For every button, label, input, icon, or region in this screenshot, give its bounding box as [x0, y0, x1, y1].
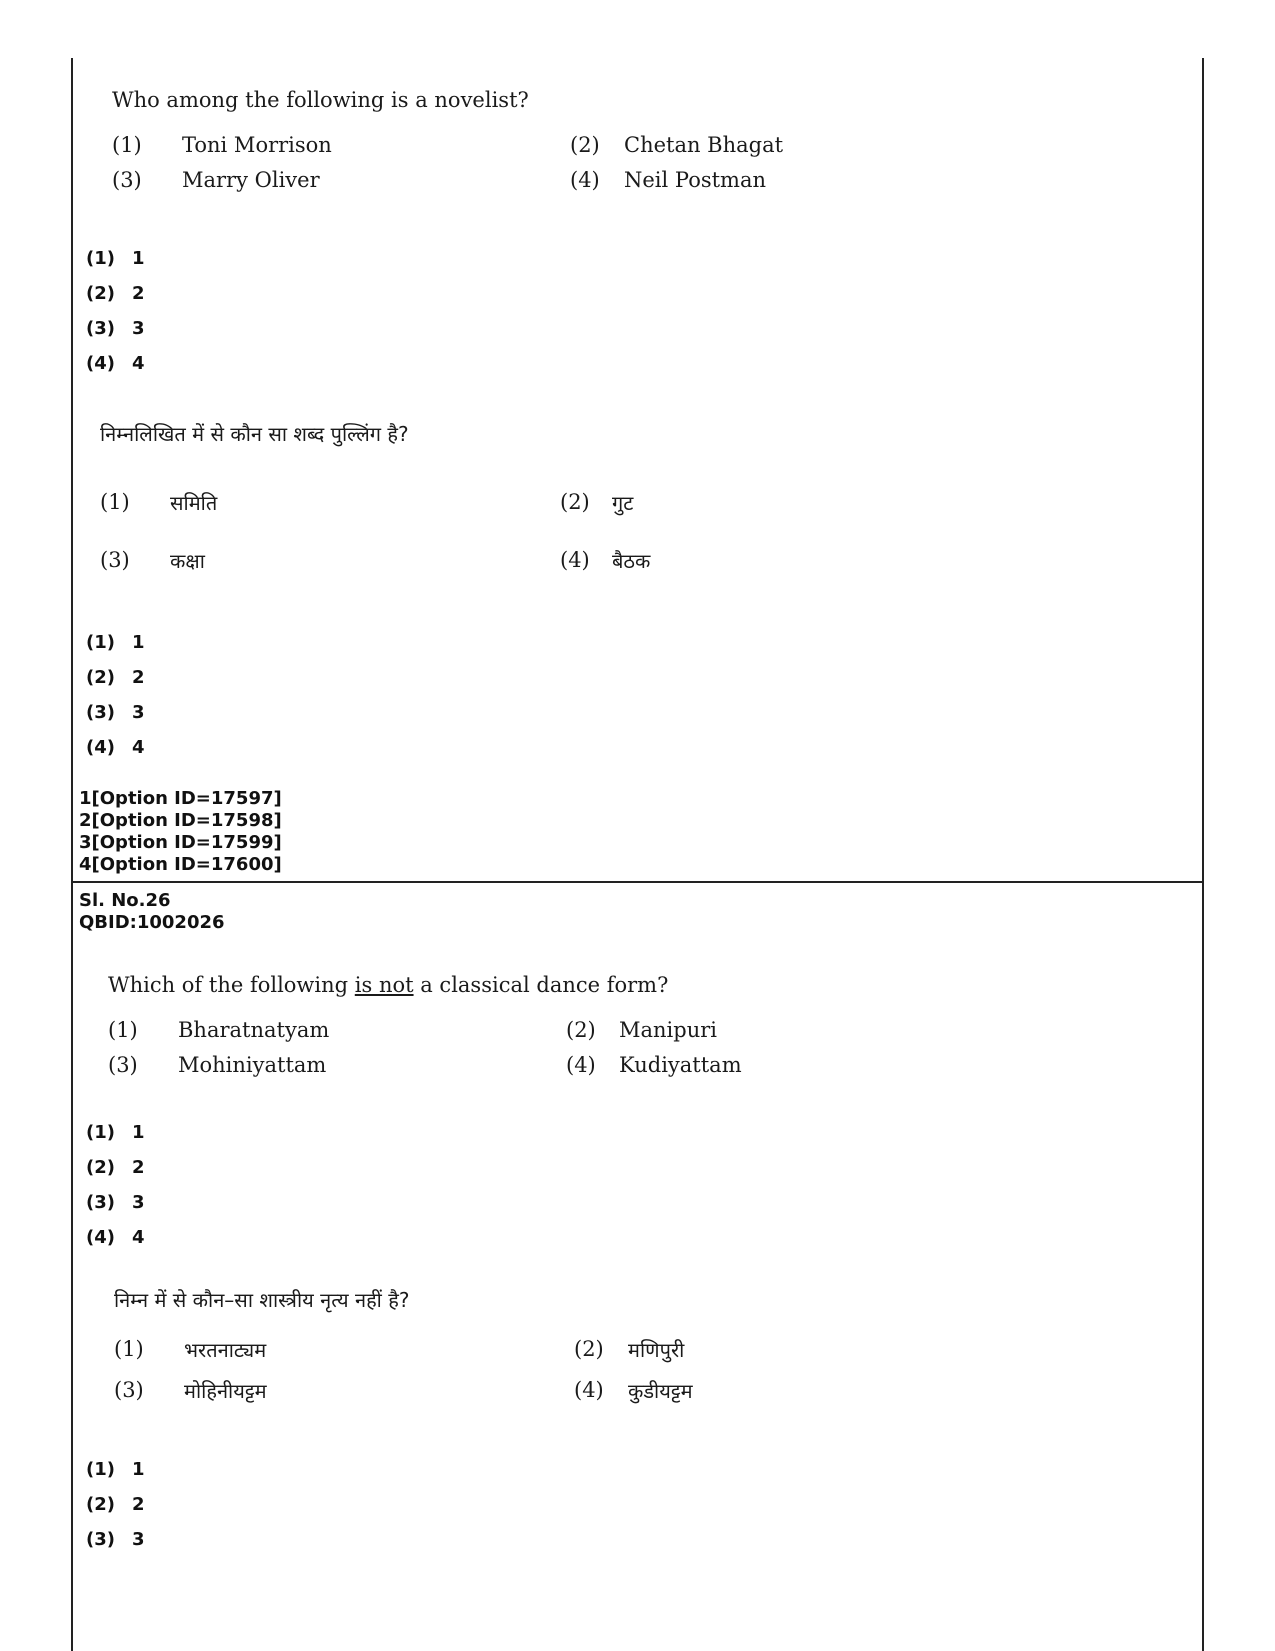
option-text: कक्षा — [170, 549, 205, 573]
answer-choice[interactable]: (3) 3 — [86, 702, 145, 723]
option-num: (1) — [112, 133, 142, 157]
option-text: Neil Postman — [624, 168, 767, 192]
option-id: 4[Option ID=17600] — [79, 854, 282, 875]
option-num: (2) — [560, 490, 590, 514]
serial-number: Sl. No.26 — [79, 890, 171, 911]
option-num: (2) — [574, 1337, 604, 1361]
option-num: (3) — [112, 168, 142, 192]
answer-choice[interactable]: (3) 3 — [86, 318, 145, 339]
answer-choice[interactable]: (4) 4 — [86, 737, 145, 758]
option-num: (3) — [100, 548, 130, 572]
answer-choice[interactable]: (2) 2 — [86, 1494, 145, 1515]
option-id: 2[Option ID=17598] — [79, 810, 282, 831]
answer-choice[interactable]: (1) 1 — [86, 248, 145, 269]
option-text: कुडीयट्टम — [628, 1379, 693, 1403]
left-border — [71, 58, 73, 1651]
answer-choice[interactable]: (2) 2 — [86, 283, 145, 304]
question-bank-id: QBID:1002026 — [79, 912, 225, 933]
option-id: 3[Option ID=17599] — [79, 832, 282, 853]
option-text: समिति — [170, 491, 218, 515]
option-num: (1) — [114, 1337, 144, 1361]
question-text-hi: निम्नलिखित में से कौन सा शब्द पुल्लिंग है? — [100, 422, 409, 446]
option-text: Marry Oliver — [182, 168, 320, 192]
answer-choice[interactable]: (1) 1 — [86, 632, 145, 653]
answer-choice[interactable]: (3) 3 — [86, 1529, 145, 1550]
option-num: (4) — [566, 1053, 596, 1077]
question-text-hi: निम्न में से कौन–सा शास्त्रीय नृत्य नहीं है? — [114, 1288, 410, 1312]
answer-choice[interactable]: (1) 1 — [86, 1459, 145, 1480]
option-text: Mohiniyattam — [178, 1053, 327, 1077]
option-text: Manipuri — [619, 1018, 717, 1042]
answer-choice[interactable]: (2) 2 — [86, 1157, 145, 1178]
row-divider — [71, 881, 1204, 883]
option-text: मोहिनीयट्टम — [184, 1379, 267, 1403]
option-text: Bharatnatyam — [178, 1018, 330, 1042]
option-text: Chetan Bhagat — [624, 133, 784, 157]
answer-choice[interactable]: (4) 4 — [86, 353, 145, 374]
option-num: (3) — [114, 1378, 144, 1402]
option-num: (4) — [574, 1378, 604, 1402]
answer-choice[interactable]: (2) 2 — [86, 667, 145, 688]
answer-choice[interactable]: (4) 4 — [86, 1227, 145, 1248]
option-text: मणिपुरी — [628, 1338, 685, 1362]
option-text: गुट — [612, 491, 634, 515]
option-text: Kudiyattam — [619, 1053, 742, 1077]
option-num: (2) — [570, 133, 600, 157]
option-num: (1) — [100, 490, 130, 514]
option-num: (2) — [566, 1018, 596, 1042]
option-text: भरतनाट्यम — [184, 1338, 267, 1362]
answer-choice[interactable]: (3) 3 — [86, 1192, 145, 1213]
option-num: (3) — [108, 1053, 138, 1077]
option-id: 1[Option ID=17597] — [79, 788, 282, 809]
question-text-en: Which of the following is not a classical dance form? — [108, 973, 669, 997]
option-num: (4) — [570, 168, 600, 192]
answer-choice[interactable]: (1) 1 — [86, 1122, 145, 1143]
option-text: बैठक — [612, 549, 651, 573]
right-border — [1202, 58, 1204, 1651]
question-text-en: Who among the following is a novelist? — [112, 88, 529, 112]
option-num: (4) — [560, 548, 590, 572]
option-num: (1) — [108, 1018, 138, 1042]
option-text: Toni Morrison — [182, 133, 332, 157]
